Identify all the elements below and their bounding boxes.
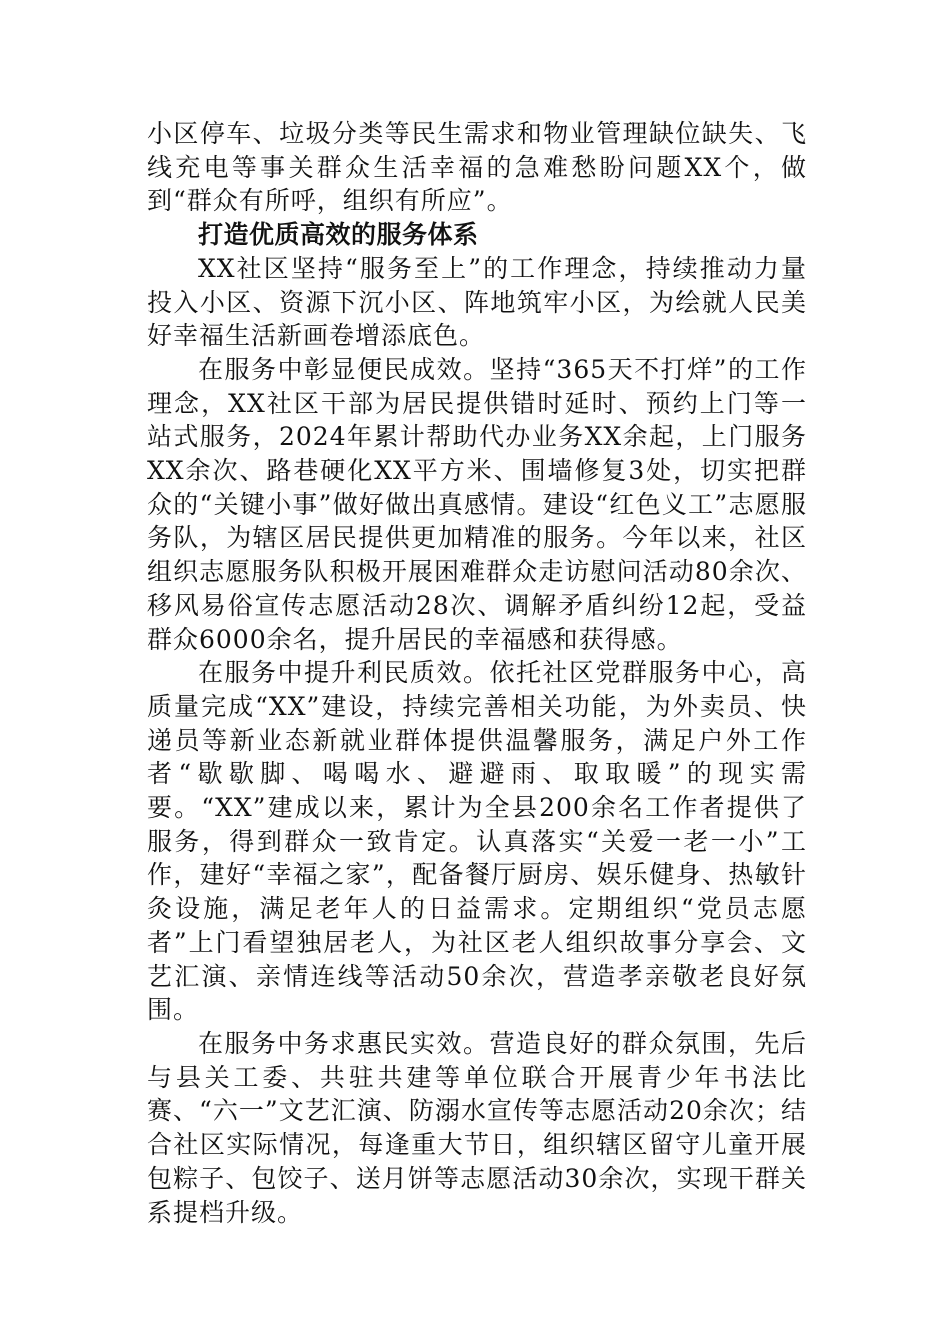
paragraph-quality: 在服务中提升利民质效。依托社区党群服务中心，高质量完成“XX”建设，持续完善相关功能，为外卖员、快递员等新业态新就业群体提供温馨服务，满足户外工作者“歇歇脚、喝喝水、避避雨、取取暖”的现实需要。“XX”建成以来，累计为全县200余名工作者提供了服务，得到群众一致肯定。认真落实“关爱一老一小”工作，建好“幸福之家”，配备餐厅厨房、娱乐健身、热敏针灸设施，满足老年人的日益需求。定期组织“党员志愿者”上门看望独居老人，为社区老人组织故事分享会、文艺汇演、亲情连线等活动50余次，营造孝亲敬老良好氛围。 xyxy=(147,658,807,1025)
document-body xyxy=(147,117,807,1229)
paragraph-continuation: 小区停车、垃圾分类等民生需求和物业管理缺位缺失、飞线充电等事关群众生活幸福的急难愁盼问题XX个，做到“群众有所呼，组织有所应”。 xyxy=(147,119,807,216)
paragraph-intro: XX社区坚持“服务至上”的工作理念，持续推动力量投入小区、资源下沉小区、阵地筑牢小区，为绘就人民美好幸福生活新画卷增添底色。 xyxy=(147,253,807,351)
section-heading: 打造优质高效的服务体系 xyxy=(198,220,479,250)
paragraph-convenience: 在服务中彰显便民成效。坚持“365天不打烊”的工作理念，XX社区干部为居民提供错时延时、预约上门等一站式服务，2024年累计帮助代办业务XX余起，上门服务XX余次、路巷硬化XX平方米、围墙修复3处，切实把群众的“关键小事”做好做出真感情。建设“红色义工”志愿服务队，为辖区居民提供更加精准的服务。今年以来，社区组织志愿服务队积极开展困难群众走访慰问活动80余次、移风易俗宣传志愿活动28次、调解矛盾纠纷12起，受益群众6000余名，提升居民的幸福感和获得感。 xyxy=(147,354,807,654)
paragraph-benefit: 在服务中务求惠民实效。营造良好的群众氛围，先后与县关工委、共驻共建等单位联合开展青少年书法比赛、“六一”文艺汇演、防溺水宣传等志愿活动20余次；结合社区实际情况，每逢重大节日，组织辖区留守儿童开展包粽子、包饺子、送月饼等志愿活动30余次，实现干群关系提档升级。 xyxy=(147,1028,807,1227)
